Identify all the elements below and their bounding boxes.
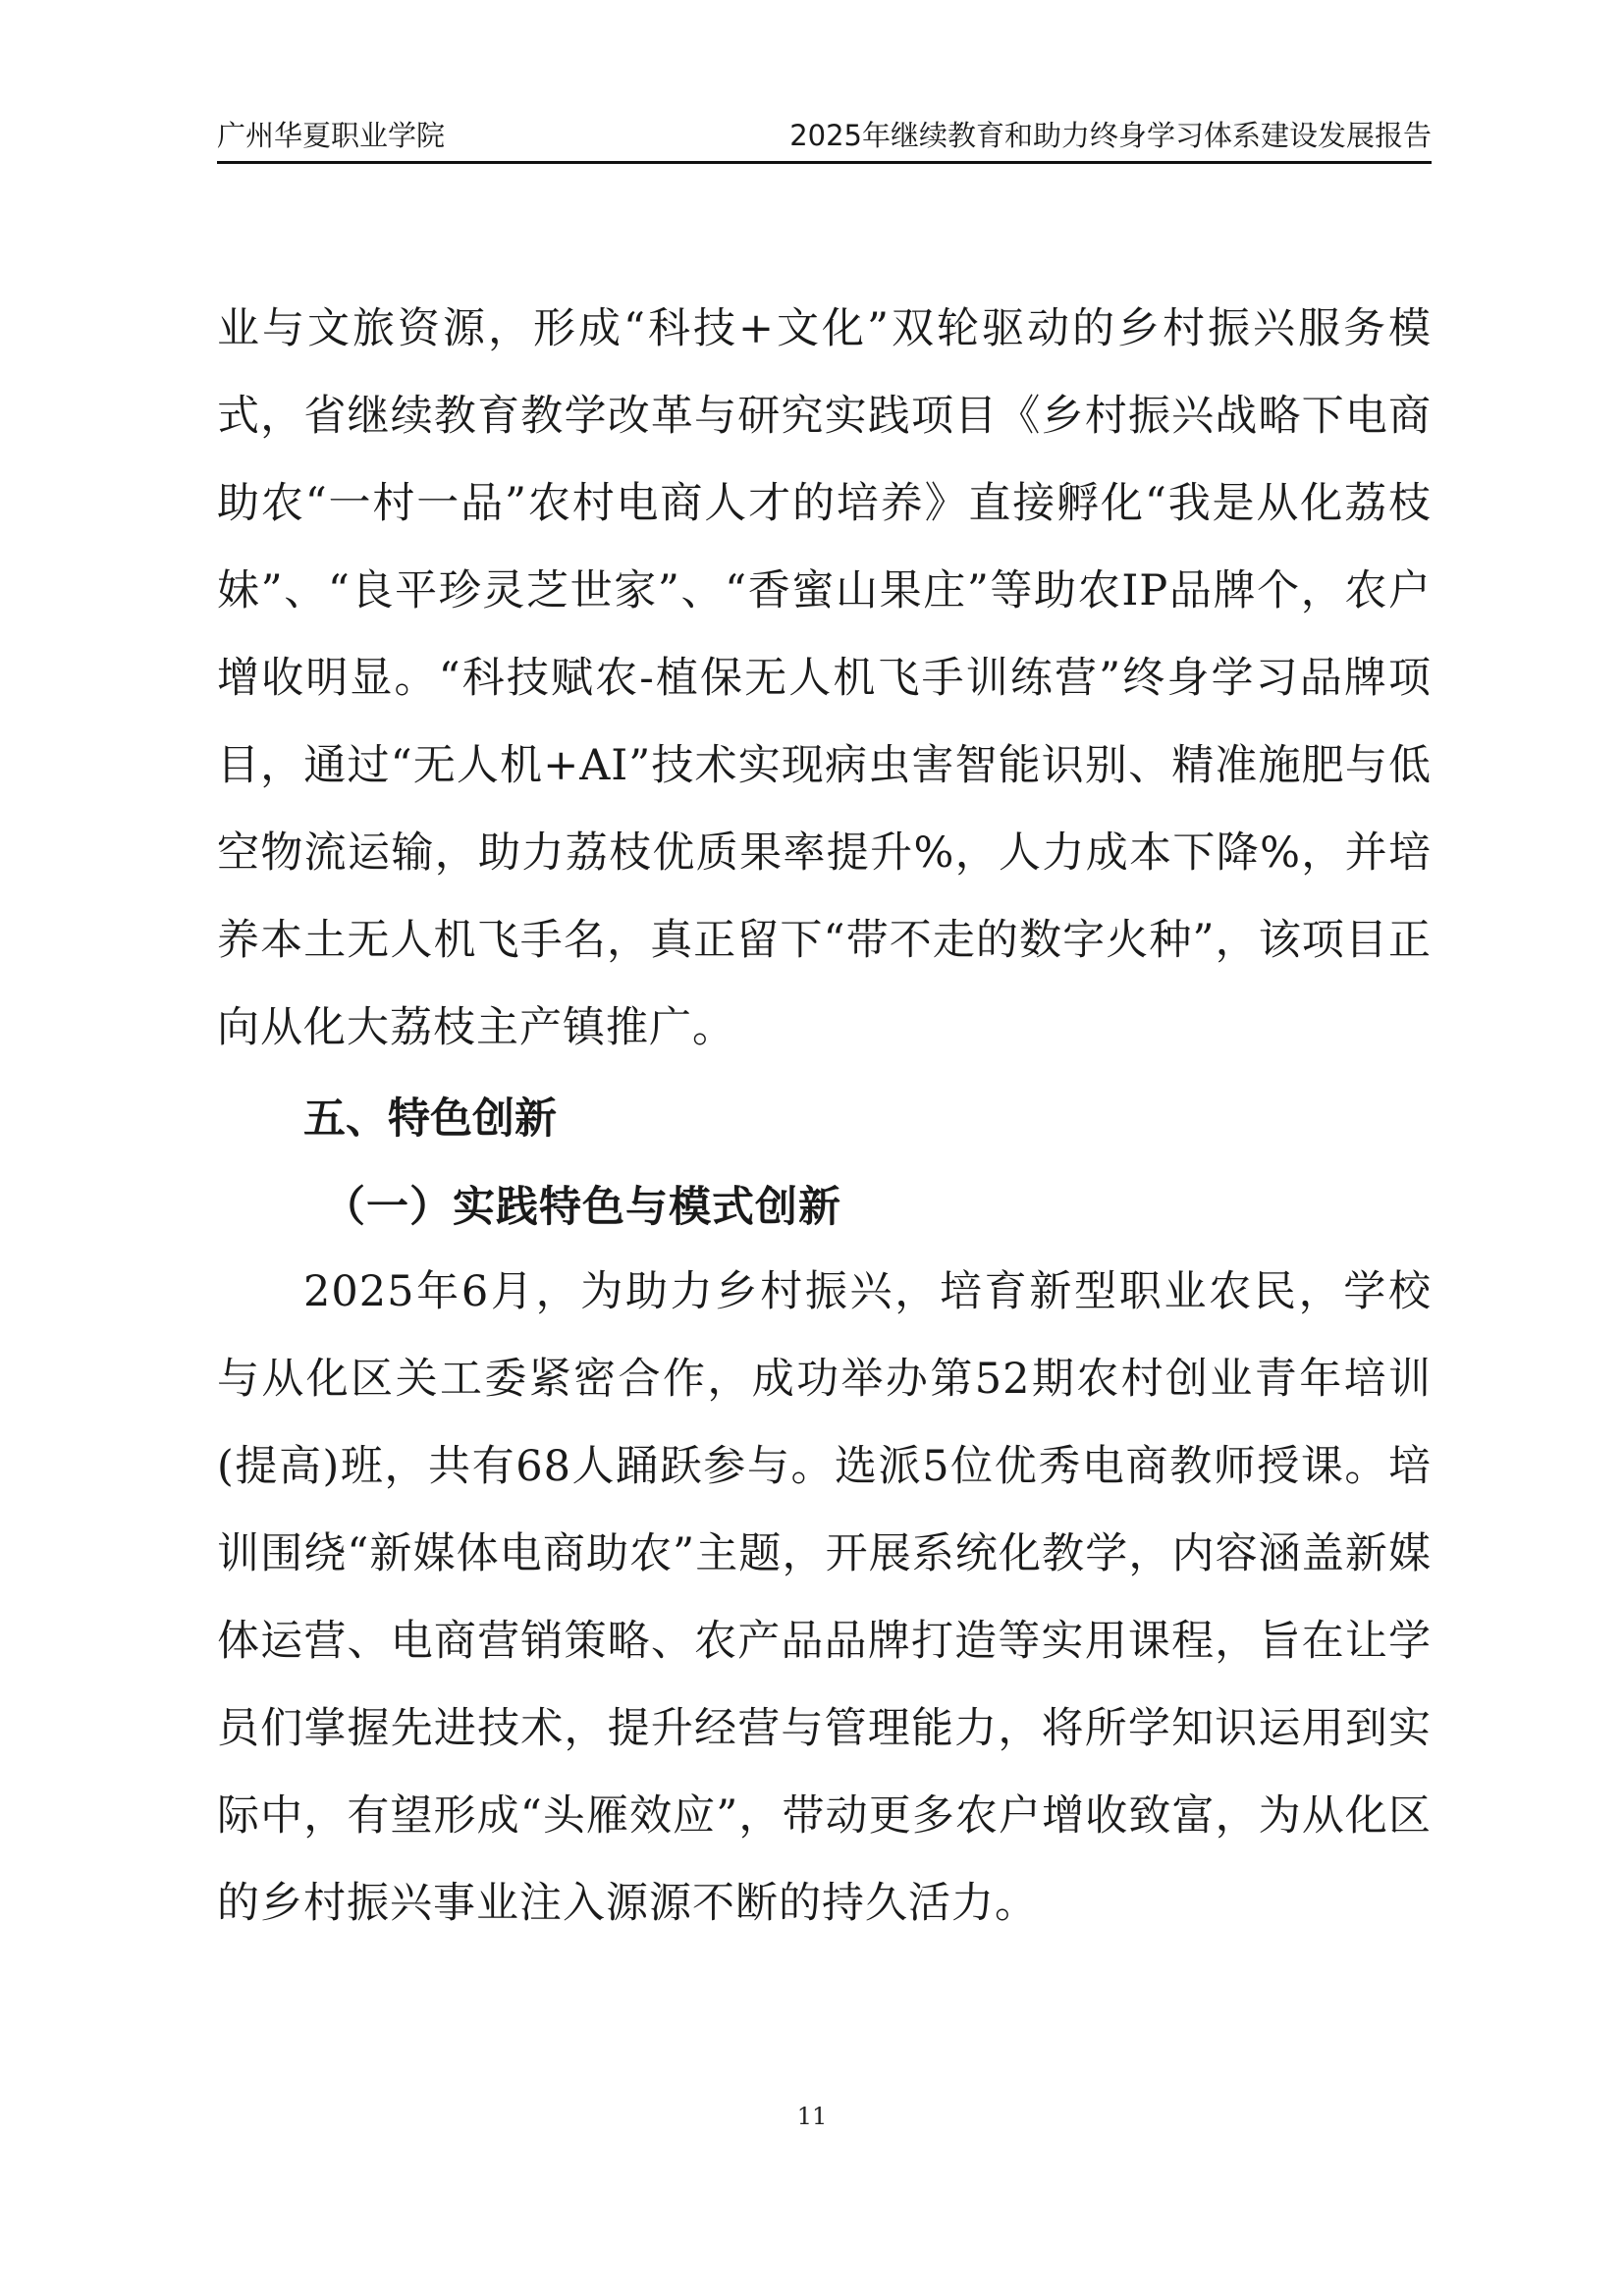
body-paragraph: 业与文旅资源，形成“科技+文化”双轮驱动的乡村振兴服务模式，省继续教育教学改革与研究实践项目《乡村振兴战略下电商助农“一村一品”农村电商人才的培养》直接孵化“我是从化荔枝妹”、“良平珍灵芝世家”、“香蜜山果庄”等助农IP品牌个，农户增收明显。“科技赋农-植保无人机飞手训练营”终身学习品牌项目，通过“无人机+AI”技术实现病虫害智能识别、精准施肥与低空物流运输，助力荔枝优质果率提升%，人力成本下降%，并培养本土无人机飞手名，真正留下“带不走的数字火种”，该项目正向从化大荔枝主产镇推广。	[217, 304, 1432, 1052]
body-paragraph: 2025年6月，为助力乡村振兴，培育新型职业农民，学校与从化区关工委紧密合作，成功举办第52期农村创业青年培训(提高)班，共有68人踊跃参与。选派5位优秀电商教师授课。培训围绕“新媒体电商助农”主题，开展系统化教学，内容涵盖新媒体运营、电商营销策略、农产品品牌打造等实用课程，旨在让学员们掌握先进技术，提升经营与管理能力，将所学知识运用到实际中，有望形成“头雁效应”，带动更多农户增收致富，为从化区的乡村振兴事业注入源源不断的持久活力。	[217, 1267, 1433, 1928]
section-heading: 五、特色创新	[303, 1095, 557, 1144]
document-body	[217, 286, 1432, 1948]
page-header	[217, 110, 1432, 164]
header-institution: 广州华夏职业学院	[217, 119, 446, 152]
page-number: 11	[796, 2103, 828, 2130]
header-report-title: 2025年继续教育和助力终身学习体系建设发展报告	[789, 119, 1432, 152]
subsection-heading: （一）实践特色与模式创新	[323, 1183, 841, 1232]
